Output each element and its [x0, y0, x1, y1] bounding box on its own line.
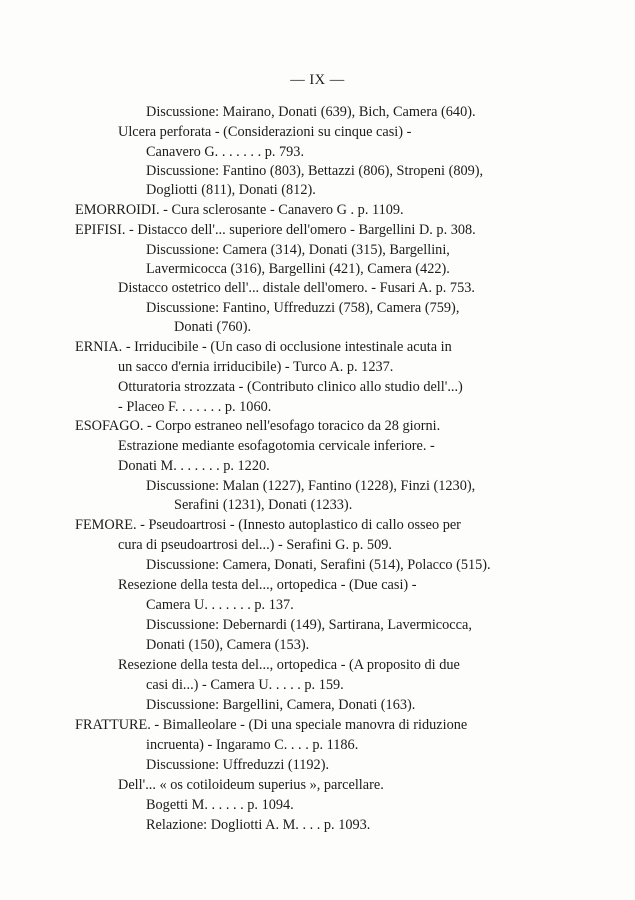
index-line [174, 497, 352, 514]
line-text: Donati (760). [174, 319, 252, 335]
index-line [118, 379, 463, 396]
line-text: Lavermicocca (316), Bargellini (421), Camera (422). [146, 261, 450, 277]
line-text: Relazione: Dogliotti A. M. . . . p. 1093. [146, 817, 371, 833]
line-text: EMORROIDI. - Cura sclerosante - Canavero G . p. 1109. [75, 202, 404, 218]
index-line [118, 399, 271, 416]
line-text: Resezione della testa del..., ortopedica - (Due casi) - [118, 577, 417, 593]
index-line [146, 677, 344, 694]
index-line [146, 557, 491, 574]
index-entry-heading [75, 517, 461, 534]
index-line [146, 300, 459, 317]
index-line [174, 319, 251, 336]
line-text: Discussione: Debernardi (149), Sartirana, Lavermicocca, [146, 617, 472, 633]
index-line [118, 537, 392, 554]
line-text: Discussione: Fantino (803), Bettazzi (806), Stropeni (809), [146, 163, 484, 179]
line-text: Donati M. . . . . . . p. 1220. [118, 458, 270, 474]
line-text: Resezione della testa del..., ortopedica - (A proposito di due [118, 657, 460, 673]
index-line [118, 280, 475, 297]
line-text: Dogliotti (811), Donati (812). [146, 182, 316, 198]
line-text: Canavero G. . . . . . . p. 793. [146, 144, 305, 160]
index-line [146, 637, 309, 654]
line-text: Ulcera perforata - (Considerazioni su cinque casi) - [118, 124, 412, 140]
index-line [146, 797, 294, 814]
line-text: Otturatoria strozzata - (Contributo clinico allo studio dell'...) [118, 379, 463, 395]
line-text: Discussione: Camera, Donati, Serafini (514), Polacco (515). [146, 557, 491, 573]
index-entry-heading [75, 202, 404, 219]
line-text: Estrazione mediante esofagotomia cervicale inferiore. - [118, 438, 435, 454]
line-text: FEMORE. - Pseudoartrosi - (Innesto autoplastico di callo osseo per [75, 517, 461, 533]
index-line [118, 438, 435, 455]
index-line [118, 124, 411, 141]
line-text: Bogetti M. . . . . . p. 1094. [146, 797, 294, 813]
index-line [146, 737, 358, 754]
index-entry-heading [75, 339, 452, 356]
line-text: FRATTURE. - Bimalleolare - (Di una speciale manovra di riduzione [75, 717, 468, 733]
index-entry-heading [75, 222, 476, 239]
line-text: casi di...) - Camera U. . . . . p. 159. [146, 677, 344, 693]
line-text: Discussione: Uffreduzzi (1192). [146, 757, 330, 773]
index-line [118, 657, 460, 674]
index-line [146, 697, 415, 714]
index-line [146, 144, 304, 161]
page-number: — IX — [290, 72, 345, 88]
line-text: ESOFAGO. - Corpo estraneo nell'esofago toracico da 28 giorni. [75, 418, 441, 434]
line-text: Serafini (1231), Donati (1233). [174, 497, 353, 513]
line-text: EPIFISI. - Distacco dell'... superiore dell'omero - Bargellini D. p. 308. [75, 222, 476, 238]
line-text: Discussione: Malan (1227), Fantino (1228), Finzi (1230), [146, 478, 476, 494]
index-line [146, 817, 370, 834]
line-text: Dell'... « os cotiloideum superius », parcellare. [118, 777, 384, 793]
index-line [146, 617, 472, 634]
index-line [118, 777, 384, 794]
index-line [146, 757, 329, 774]
line-text: Discussione: Mairano, Donati (639), Bich, Camera (640). [146, 104, 476, 120]
index-line [146, 182, 316, 199]
index-line [118, 359, 393, 376]
index-line [118, 577, 417, 594]
line-text: incruenta) - Ingaramo C. . . . p. 1186. [146, 737, 359, 753]
index-line [146, 597, 294, 614]
line-text: Distacco ostetrico dell'... distale dell'omero. - Fusari A. p. 753. [118, 280, 475, 296]
index-line [118, 458, 270, 475]
line-text: Discussione: Bargellini, Camera, Donati (163). [146, 697, 416, 713]
index-line [146, 163, 483, 180]
line-text: ERNIA. - Irriducibile - (Un caso di occlusione intestinale acuta in [75, 339, 452, 355]
line-text: Donati (150), Camera (153). [146, 637, 310, 653]
index-line [146, 261, 450, 278]
line-text: Camera U. . . . . . . p. 137. [146, 597, 294, 613]
index-entry-heading [75, 418, 440, 435]
line-text: cura di pseudoartrosi del...) - Serafini G. p. 509. [118, 537, 392, 553]
index-line [146, 242, 450, 259]
line-text: un sacco d'ernia irriducibile) - Turco A. p. 1237. [118, 359, 394, 375]
line-text: - Placeo F. . . . . . . p. 1060. [118, 399, 272, 415]
index-line [146, 478, 475, 495]
line-text: Discussione: Camera (314), Donati (315), Bargellini, [146, 242, 450, 258]
index-entry-heading [75, 717, 467, 734]
index-line [146, 104, 476, 121]
line-text: Discussione: Fantino, Uffreduzzi (758), Camera (759), [146, 300, 460, 316]
